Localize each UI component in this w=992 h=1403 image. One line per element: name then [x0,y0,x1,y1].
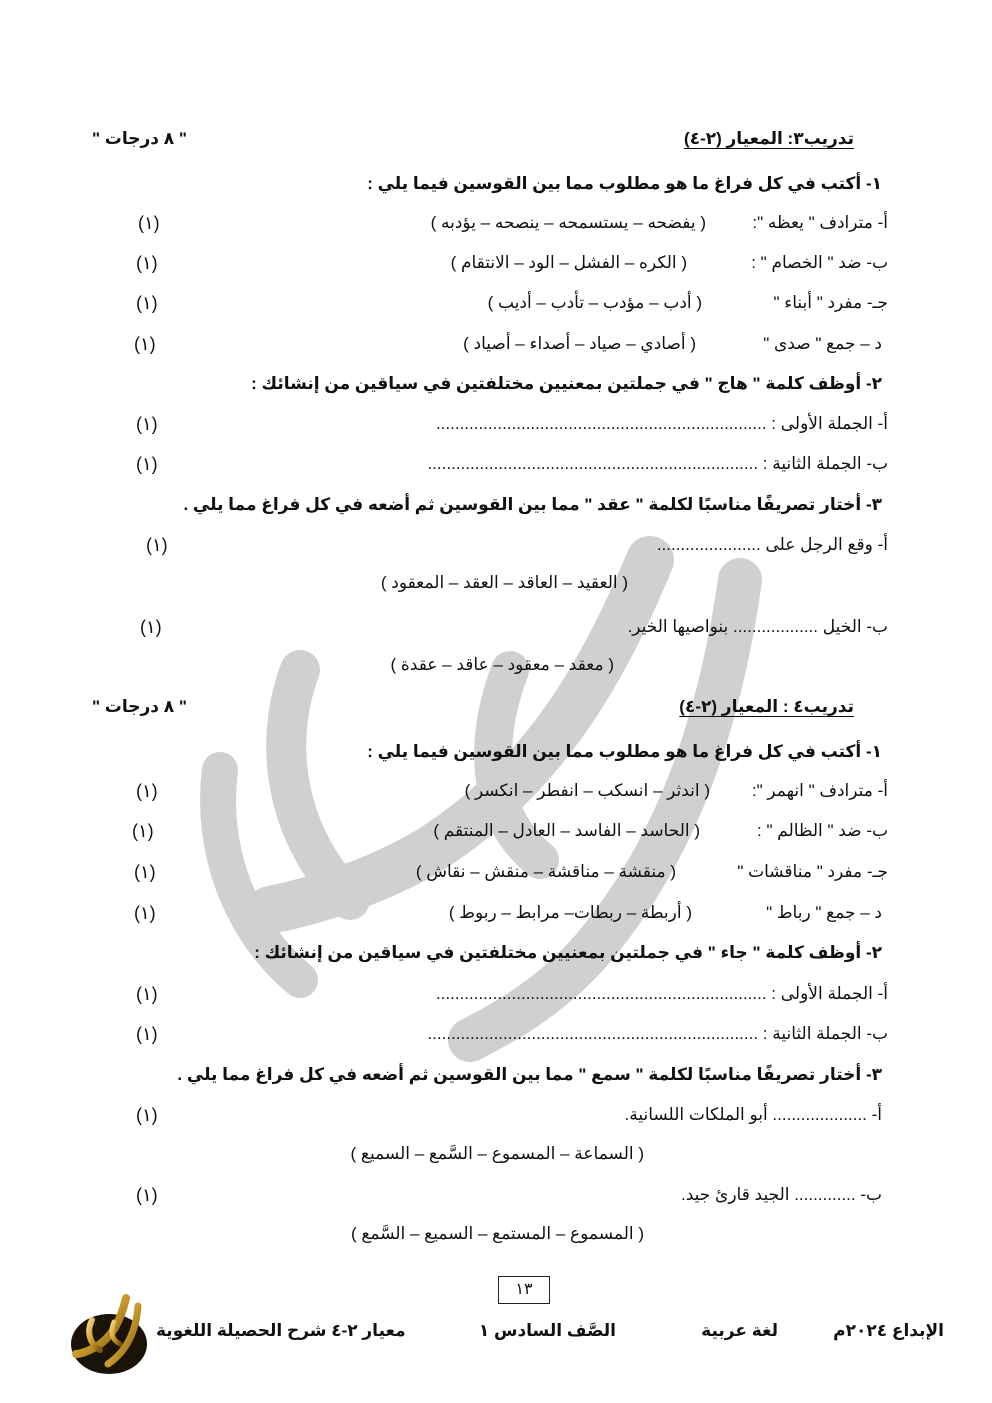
section4-q2a: أ- الجملة الأولى : ...................................................................... [435,984,888,1003]
section3-title: تدريب٣: المعيار (٢-٤) [684,129,854,148]
score-mark: (١) [134,903,156,923]
section4-q1d-label: د – جمع " رباط " [766,903,882,922]
section3-q3b: ب- الخيل .................. بنواصيها الخير. [627,617,888,636]
section3-q2-heading: ٢- أوظف كلمة " هاج " في جملتين بمعنيين مختلفتين في سياقين من إنشائك : [251,374,882,393]
section4-q1b-label: ب- ضد " الظالم " : [757,821,888,840]
score-mark: (١) [134,334,156,354]
page-number: ١٣ [498,1276,550,1304]
section4-q1-heading: ١- أكتب في كل فراغ ما هو مطلوب مما بين القوسين فيما يلي : [367,742,882,761]
score-mark: (١) [140,617,162,637]
score-mark: (١) [136,293,158,313]
score-mark: (١) [132,821,154,841]
score-mark: (١) [138,213,160,233]
brand-logo-icon [68,1292,150,1376]
footer-standard: معيار ٢-٤ شرح الحصيلة اللغوية [156,1321,406,1340]
section4-q1c-options: ( منقشة – مناقشة – منقش – نقاش ) [415,862,676,881]
score-mark: (١) [136,454,158,474]
score-mark: (١) [136,1185,158,1205]
section4-q3a: أ- .................... أبو الملكات اللسانية. [624,1105,882,1124]
section4-grade: " ٨ درجات " [92,697,187,716]
section3-q2b: ب- الجملة الثانية : ...................................................................... [427,454,888,473]
section3-q3-heading: ٣- أختار تصريفًا مناسبًا لكلمة " عقد " مما بين القوسين ثم أضعه في كل فراغ مما يلي . [183,495,882,514]
section3-q1c-label: جـ- مفرد " أبناء " [773,293,888,312]
section3-q1-heading: ١- أكتب في كل فراغ ما هو مطلوب مما بين القوسين فيما يلي : [367,174,882,193]
footer-grade: الصَّف السادس ١ [478,1321,616,1340]
section3-q3a-options: ( العقيد – العاقد – العقد – المعقود ) [380,573,628,592]
section4-q2-heading: ٢- أوظف كلمة " جاء " في جملتين بمعنيين مختلفتين في سياقين من إنشائك : [254,943,882,962]
section3-q1d-options: ( أصادي – صياد – أصداء – أصياد ) [463,334,696,353]
section3-q2a: أ- الجملة الأولى : ...................................................................... [435,414,888,433]
score-mark: (١) [136,781,158,801]
score-mark: (١) [146,535,168,555]
section3-q1a-label: أ- مترادف " يعظه ": [752,213,888,232]
section4-q2b: ب- الجملة الثانية : ...................................................................... [427,1024,888,1043]
score-mark: (١) [136,1105,158,1125]
section3-grade: " ٨ درجات " [92,129,187,148]
section4-q1c-label: جـ- مفرد " مناقشات " [737,862,888,881]
section4-q3a-options: ( السماعة – المسموع – السَّمع – السميع ) [350,1144,644,1163]
section3-q1d-label: د – جمع " صدى " [763,334,882,353]
score-mark: (١) [136,984,158,1004]
score-mark: (١) [134,862,156,882]
section4-q3b-options: ( المسموع – المستمع – السميع – السَّمع ) [350,1224,644,1243]
section4-title: تدريب٤ : المعيار (٢-٤) [679,697,854,716]
section3-q3b-options: ( معقد – معقود – عاقد – عقدة ) [390,655,614,674]
section4-q1a-label: أ- مترادف " انهمر ": [751,781,888,800]
score-mark: (١) [136,414,158,434]
section4-q1a-options: ( اندثر – انسكب – انفطر – انكسر ) [464,781,710,800]
section4-q1d-options: ( أربطة – ربطات– مرابط – ربوط ) [448,903,692,922]
section3-q1b-options: ( الكره – الفشل – الود – الانتقام ) [450,253,687,272]
section3-q1c-options: ( أدب – مؤدب – تأدب – أديب ) [487,293,702,312]
footer-brand: الإبداع ٢٠٢٤م [833,1321,944,1340]
score-mark: (١) [136,1024,158,1044]
section4-q3b: ب- ............. الجيد قارئ جيد. [681,1185,882,1204]
section3-q3a: أ- وقع الرجل على ...................... [656,535,888,554]
footer-subject: لغة عربية [701,1321,778,1340]
section4-q1b-options: ( الحاسد – الفاسد – العادل – المنتقم ) [433,821,700,840]
score-mark: (١) [136,253,158,273]
section3-q1a-options: ( يفضحه – يستسمحه – ينصحه – يؤدبه ) [430,213,706,232]
section3-q1b-label: ب- ضد " الخصام " : [751,253,888,272]
section4-q3-heading: ٣- أختار تصريفًا مناسبًا لكلمة " سمع " مما بين القوسين ثم أضعه في كل فراغ مما يلي . [177,1065,882,1084]
